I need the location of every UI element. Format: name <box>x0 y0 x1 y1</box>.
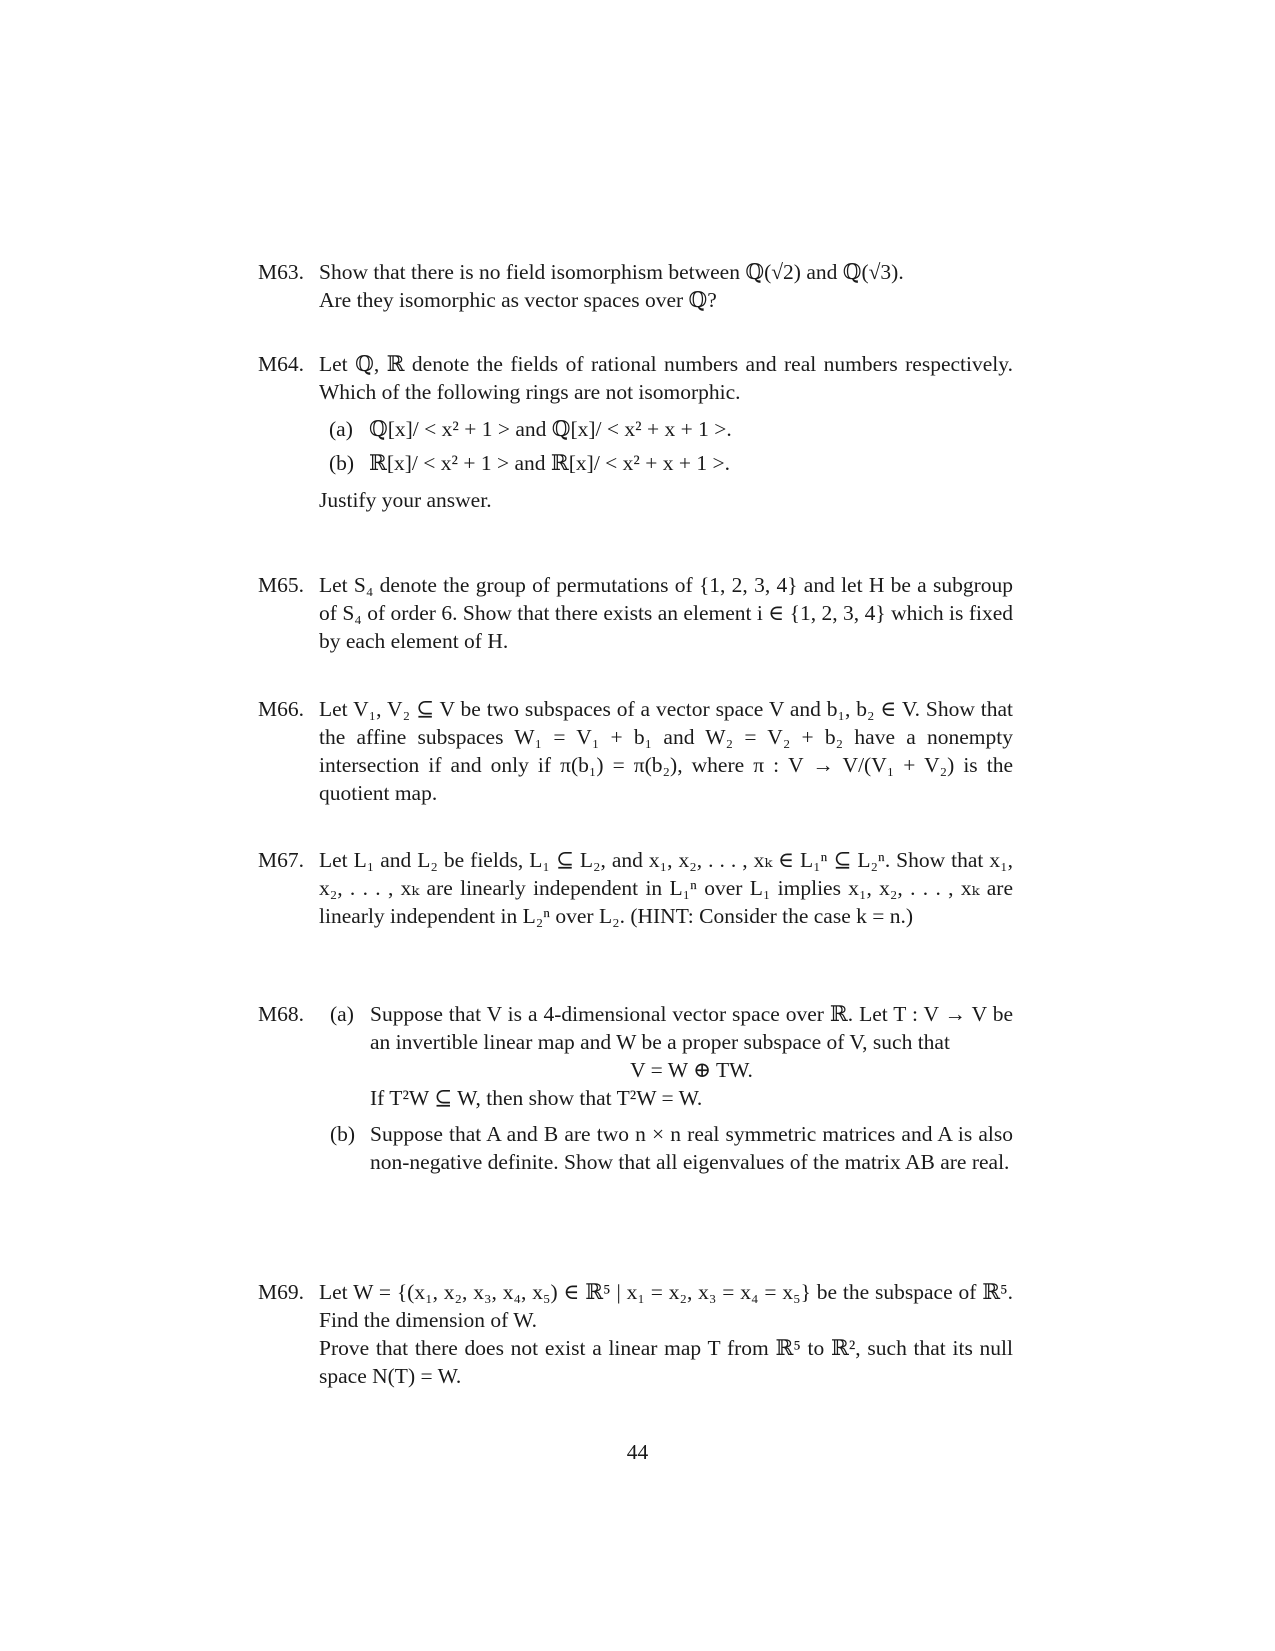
part-label: (b) <box>330 1122 356 1146</box>
problem-text-line: Show that there is no field isomorphism between ℚ(√2) and ℚ(√3). <box>319 260 904 284</box>
problem-number: M65. <box>258 573 304 597</box>
part-label: (b) <box>329 451 355 475</box>
problem-m67 <box>258 846 1013 930</box>
part-text: ℚ[x]/ < x² + 1 > and ℚ[x]/ < x² + x + 1 >. <box>369 417 732 441</box>
part-text: ℝ[x]/ < x² + 1 > and ℝ[x]/ < x² + x + 1 >. <box>369 451 731 475</box>
problem-text: Let V₁, V₂ ⊆ V be two subspaces of a vector space V and b₁, b₂ ∈ V. Show that the affine subspaces W₁ = V₁ + b₁ and W₂ = V₂ + b₂ have a nonempty intersection if and only if π(b₁) = π(b₂), where π : V → V/(V₁ + V₂) is the quotient map. <box>319 697 1013 805</box>
problem-m69 <box>258 1278 1013 1390</box>
page-number: 44 <box>626 1440 649 1464</box>
problem-text: Prove that there does not exist a linear map T from ℝ⁵ to ℝ², such that its null space N(T) = W. <box>319 1336 1013 1388</box>
part-b <box>330 1120 1013 1176</box>
problem-number: M64. <box>258 352 304 376</box>
problem-number: M66. <box>258 697 304 721</box>
problem-text: Let S₄ denote the group of permutations of {1, 2, 3, 4} and let H be a subgroup of S₄ of order 6. Show that there exists an element i ∈ {1, 2, 3, 4} which is fixed by each element of H. <box>319 573 1013 653</box>
problem-text: Justify your answer. <box>319 488 492 512</box>
problem-number: M69. <box>258 1280 304 1304</box>
problem-text-line: Are they isomorphic as vector spaces over ℚ? <box>319 288 717 312</box>
problem-m64 <box>258 350 1013 514</box>
problem-number: M68. <box>258 1002 304 1026</box>
problem-number: M63. <box>258 260 304 284</box>
part-text: If T²W ⊆ W, then show that T²W = W. <box>370 1086 703 1110</box>
problem-text: Let ℚ, ℝ denote the fields of rational numbers and real numbers respectively. Which of the following rings are not isomorphic. <box>319 352 1013 404</box>
part-a <box>329 412 1013 446</box>
part-text: Suppose that V is a 4-dimensional vector space over ℝ. Let T : V → V be an invertible linear map and W be a proper subspace of V, such that <box>370 1002 1013 1054</box>
parts-list <box>329 412 1013 480</box>
problem-m68 <box>258 1000 1013 1184</box>
problem-m66 <box>258 695 1013 807</box>
display-equation: V = W ⊕ TW. <box>630 1058 753 1082</box>
problem-number: M67. <box>258 848 304 872</box>
part-label: (a) <box>329 417 353 441</box>
part-a <box>330 1000 1013 1112</box>
part-label: (a) <box>330 1002 354 1026</box>
problem-text: Let W = {(x₁, x₂, x₃, x₄, x₅) ∈ ℝ⁵ | x₁ = x₂, x₃ = x₄ = x₅} be the subspace of ℝ⁵. Find the dimension of W. <box>319 1280 1013 1332</box>
part-text: Suppose that A and B are two n × n real symmetric matrices and A is also non-negative definite. Show that all eigenvalues of the matrix AB are real. <box>370 1122 1013 1174</box>
problem-m63 <box>258 258 1013 314</box>
problem-text: Let L₁ and L₂ be fields, L₁ ⊆ L₂, and x₁, x₂, . . . , xₖ ∈ L₁ⁿ ⊆ L₂ⁿ. Show that x₁, x₂, . . . , xₖ are linearly independent in L₁ⁿ over L₁ implies x₁, x₂, . . . , xₖ are linearly independent in L₂ⁿ over L₂. (HINT: Consider the case k = n.) <box>319 848 1013 928</box>
part-b <box>329 446 1013 480</box>
problem-m65 <box>258 571 1013 655</box>
